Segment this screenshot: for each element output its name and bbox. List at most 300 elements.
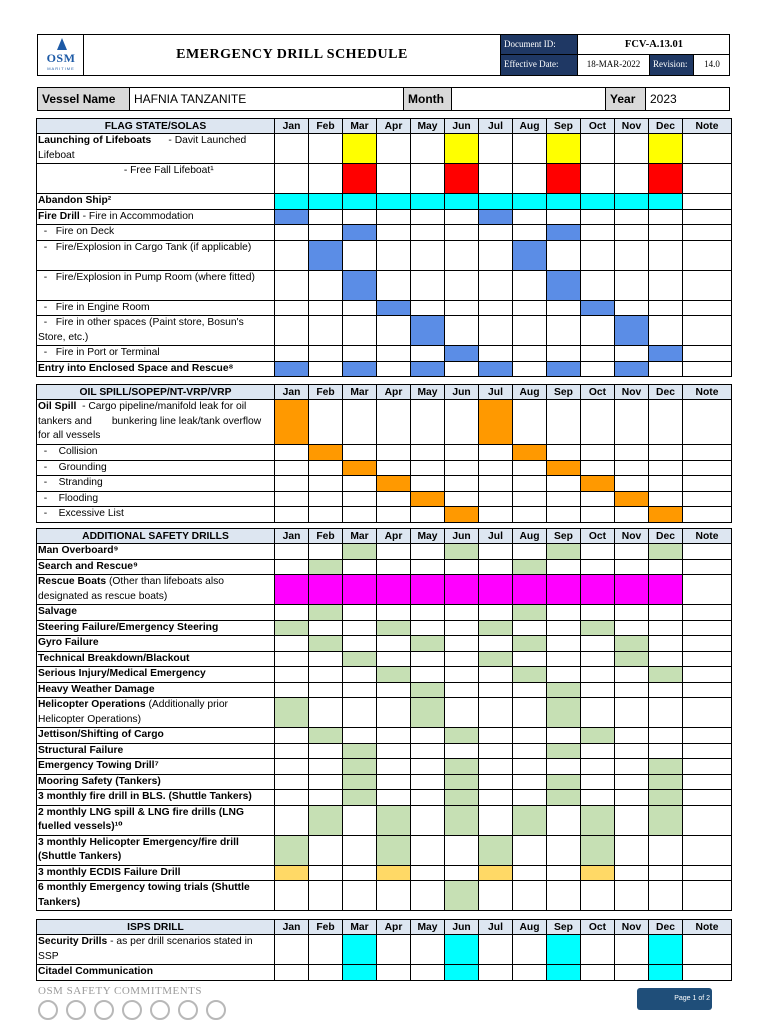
schedule-cell-nov[interactable] <box>615 605 649 621</box>
schedule-cell-feb[interactable] <box>309 164 343 194</box>
schedule-cell-oct[interactable] <box>581 346 615 362</box>
schedule-cell-apr[interactable] <box>377 774 411 790</box>
schedule-cell-jan[interactable] <box>275 346 309 362</box>
schedule-cell-aug[interactable] <box>513 651 547 667</box>
schedule-cell-may[interactable] <box>411 491 445 507</box>
schedule-cell-jul[interactable] <box>479 164 513 194</box>
schedule-cell-jul[interactable] <box>479 881 513 911</box>
schedule-cell-oct[interactable] <box>581 805 615 835</box>
schedule-cell-aug[interactable] <box>513 460 547 476</box>
schedule-cell-apr[interactable] <box>377 835 411 865</box>
schedule-cell-mar[interactable] <box>343 270 377 300</box>
schedule-cell-jan[interactable] <box>275 559 309 575</box>
schedule-cell-feb[interactable] <box>309 651 343 667</box>
schedule-cell-mar[interactable] <box>343 728 377 744</box>
schedule-cell-may[interactable] <box>411 240 445 270</box>
schedule-cell-dec[interactable] <box>649 270 683 300</box>
schedule-cell-dec[interactable] <box>649 559 683 575</box>
schedule-cell-jun[interactable] <box>445 559 479 575</box>
schedule-cell-may[interactable] <box>411 507 445 523</box>
schedule-cell-mar[interactable] <box>343 225 377 241</box>
schedule-cell-may[interactable] <box>411 698 445 728</box>
schedule-cell-aug[interactable] <box>513 194 547 210</box>
schedule-cell-sep[interactable] <box>547 759 581 775</box>
schedule-cell-oct[interactable] <box>581 240 615 270</box>
schedule-cell-mar[interactable] <box>343 134 377 164</box>
schedule-cell-jun[interactable] <box>445 835 479 865</box>
note-cell[interactable] <box>683 698 732 728</box>
schedule-cell-may[interactable] <box>411 965 445 981</box>
schedule-cell-dec[interactable] <box>649 667 683 683</box>
schedule-cell-aug[interactable] <box>513 134 547 164</box>
schedule-cell-jul[interactable] <box>479 346 513 362</box>
schedule-cell-nov[interactable] <box>615 865 649 881</box>
schedule-cell-sep[interactable] <box>547 460 581 476</box>
schedule-cell-apr[interactable] <box>377 559 411 575</box>
schedule-cell-mar[interactable] <box>343 507 377 523</box>
schedule-cell-jan[interactable] <box>275 270 309 300</box>
schedule-cell-sep[interactable] <box>547 774 581 790</box>
schedule-cell-mar[interactable] <box>343 805 377 835</box>
schedule-cell-feb[interactable] <box>309 759 343 775</box>
schedule-cell-jan[interactable] <box>275 636 309 652</box>
schedule-cell-dec[interactable] <box>649 881 683 911</box>
schedule-cell-jul[interactable] <box>479 805 513 835</box>
schedule-cell-jan[interactable] <box>275 835 309 865</box>
schedule-cell-apr[interactable] <box>377 881 411 911</box>
schedule-cell-feb[interactable] <box>309 300 343 316</box>
schedule-cell-nov[interactable] <box>615 544 649 560</box>
note-cell[interactable] <box>683 728 732 744</box>
schedule-cell-nov[interactable] <box>615 774 649 790</box>
schedule-cell-jun[interactable] <box>445 620 479 636</box>
schedule-cell-jan[interactable] <box>275 460 309 476</box>
schedule-cell-oct[interactable] <box>581 651 615 667</box>
schedule-cell-jan[interactable] <box>275 774 309 790</box>
schedule-cell-nov[interactable] <box>615 476 649 492</box>
schedule-cell-jan[interactable] <box>275 682 309 698</box>
schedule-cell-jul[interactable] <box>479 300 513 316</box>
schedule-cell-apr[interactable] <box>377 240 411 270</box>
schedule-cell-aug[interactable] <box>513 544 547 560</box>
schedule-cell-mar[interactable] <box>343 476 377 492</box>
schedule-cell-jun[interactable] <box>445 225 479 241</box>
schedule-cell-aug[interactable] <box>513 445 547 461</box>
schedule-cell-feb[interactable] <box>309 636 343 652</box>
schedule-cell-jul[interactable] <box>479 270 513 300</box>
schedule-cell-jun[interactable] <box>445 682 479 698</box>
schedule-cell-jun[interactable] <box>445 881 479 911</box>
schedule-cell-apr[interactable] <box>377 759 411 775</box>
schedule-cell-jul[interactable] <box>479 507 513 523</box>
schedule-cell-apr[interactable] <box>377 491 411 507</box>
schedule-cell-apr[interactable] <box>377 270 411 300</box>
schedule-cell-sep[interactable] <box>547 491 581 507</box>
schedule-cell-mar[interactable] <box>343 620 377 636</box>
schedule-cell-feb[interactable] <box>309 575 343 605</box>
schedule-cell-jun[interactable] <box>445 346 479 362</box>
schedule-cell-nov[interactable] <box>615 728 649 744</box>
note-cell[interactable] <box>683 835 732 865</box>
schedule-cell-sep[interactable] <box>547 209 581 225</box>
schedule-cell-aug[interactable] <box>513 682 547 698</box>
schedule-cell-jul[interactable] <box>479 698 513 728</box>
schedule-cell-feb[interactable] <box>309 835 343 865</box>
schedule-cell-jan[interactable] <box>275 316 309 346</box>
schedule-cell-feb[interactable] <box>309 682 343 698</box>
schedule-cell-oct[interactable] <box>581 225 615 241</box>
schedule-cell-mar[interactable] <box>343 790 377 806</box>
schedule-cell-nov[interactable] <box>615 361 649 377</box>
schedule-cell-jul[interactable] <box>479 134 513 164</box>
schedule-cell-dec[interactable] <box>649 400 683 445</box>
schedule-cell-jun[interactable] <box>445 445 479 461</box>
schedule-cell-nov[interactable] <box>615 935 649 965</box>
schedule-cell-oct[interactable] <box>581 759 615 775</box>
schedule-cell-jun[interactable] <box>445 544 479 560</box>
schedule-cell-oct[interactable] <box>581 698 615 728</box>
schedule-cell-jun[interactable] <box>445 270 479 300</box>
schedule-cell-jul[interactable] <box>479 682 513 698</box>
schedule-cell-feb[interactable] <box>309 476 343 492</box>
schedule-cell-mar[interactable] <box>343 651 377 667</box>
schedule-cell-feb[interactable] <box>309 544 343 560</box>
schedule-cell-jul[interactable] <box>479 361 513 377</box>
note-cell[interactable] <box>683 667 732 683</box>
schedule-cell-aug[interactable] <box>513 240 547 270</box>
schedule-cell-oct[interactable] <box>581 164 615 194</box>
schedule-cell-sep[interactable] <box>547 698 581 728</box>
schedule-cell-oct[interactable] <box>581 881 615 911</box>
schedule-cell-feb[interactable] <box>309 935 343 965</box>
schedule-cell-sep[interactable] <box>547 743 581 759</box>
schedule-cell-jan[interactable] <box>275 728 309 744</box>
schedule-cell-jun[interactable] <box>445 240 479 270</box>
schedule-cell-apr[interactable] <box>377 476 411 492</box>
schedule-cell-nov[interactable] <box>615 881 649 911</box>
note-cell[interactable] <box>683 316 732 346</box>
schedule-cell-jul[interactable] <box>479 225 513 241</box>
note-cell[interactable] <box>683 935 732 965</box>
schedule-cell-jan[interactable] <box>275 865 309 881</box>
schedule-cell-jul[interactable] <box>479 460 513 476</box>
schedule-cell-jun[interactable] <box>445 491 479 507</box>
note-cell[interactable] <box>683 790 732 806</box>
schedule-cell-jan[interactable] <box>275 240 309 270</box>
schedule-cell-jan[interactable] <box>275 575 309 605</box>
schedule-cell-jan[interactable] <box>275 544 309 560</box>
schedule-cell-may[interactable] <box>411 759 445 775</box>
schedule-cell-nov[interactable] <box>615 240 649 270</box>
schedule-cell-jul[interactable] <box>479 240 513 270</box>
schedule-cell-jul[interactable] <box>479 476 513 492</box>
schedule-cell-jan[interactable] <box>275 935 309 965</box>
schedule-cell-mar[interactable] <box>343 346 377 362</box>
schedule-cell-jun[interactable] <box>445 575 479 605</box>
schedule-cell-feb[interactable] <box>309 361 343 377</box>
schedule-cell-dec[interactable] <box>649 134 683 164</box>
schedule-cell-oct[interactable] <box>581 544 615 560</box>
note-cell[interactable] <box>683 743 732 759</box>
schedule-cell-sep[interactable] <box>547 881 581 911</box>
schedule-cell-nov[interactable] <box>615 790 649 806</box>
schedule-cell-oct[interactable] <box>581 965 615 981</box>
schedule-cell-dec[interactable] <box>649 698 683 728</box>
schedule-cell-aug[interactable] <box>513 605 547 621</box>
schedule-cell-feb[interactable] <box>309 790 343 806</box>
schedule-cell-mar[interactable] <box>343 575 377 605</box>
schedule-cell-may[interactable] <box>411 270 445 300</box>
schedule-cell-may[interactable] <box>411 164 445 194</box>
schedule-cell-feb[interactable] <box>309 965 343 981</box>
schedule-cell-feb[interactable] <box>309 346 343 362</box>
schedule-cell-mar[interactable] <box>343 935 377 965</box>
schedule-cell-aug[interactable] <box>513 698 547 728</box>
schedule-cell-jun[interactable] <box>445 774 479 790</box>
schedule-cell-dec[interactable] <box>649 476 683 492</box>
schedule-cell-oct[interactable] <box>581 491 615 507</box>
note-cell[interactable] <box>683 476 732 492</box>
schedule-cell-feb[interactable] <box>309 240 343 270</box>
schedule-cell-nov[interactable] <box>615 651 649 667</box>
schedule-cell-sep[interactable] <box>547 620 581 636</box>
schedule-cell-may[interactable] <box>411 881 445 911</box>
schedule-cell-mar[interactable] <box>343 240 377 270</box>
schedule-cell-jun[interactable] <box>445 651 479 667</box>
schedule-cell-apr[interactable] <box>377 605 411 621</box>
schedule-cell-oct[interactable] <box>581 209 615 225</box>
schedule-cell-apr[interactable] <box>377 698 411 728</box>
schedule-cell-feb[interactable] <box>309 491 343 507</box>
schedule-cell-jan[interactable] <box>275 400 309 445</box>
schedule-cell-jan[interactable] <box>275 790 309 806</box>
schedule-cell-oct[interactable] <box>581 636 615 652</box>
note-cell[interactable] <box>683 491 732 507</box>
schedule-cell-jun[interactable] <box>445 965 479 981</box>
schedule-cell-aug[interactable] <box>513 300 547 316</box>
schedule-cell-feb[interactable] <box>309 743 343 759</box>
schedule-cell-aug[interactable] <box>513 559 547 575</box>
schedule-cell-oct[interactable] <box>581 134 615 164</box>
schedule-cell-jan[interactable] <box>275 194 309 210</box>
note-cell[interactable] <box>683 636 732 652</box>
schedule-cell-sep[interactable] <box>547 835 581 865</box>
schedule-cell-apr[interactable] <box>377 636 411 652</box>
schedule-cell-dec[interactable] <box>649 805 683 835</box>
schedule-cell-aug[interactable] <box>513 491 547 507</box>
schedule-cell-jul[interactable] <box>479 651 513 667</box>
schedule-cell-dec[interactable] <box>649 835 683 865</box>
schedule-cell-jan[interactable] <box>275 881 309 911</box>
schedule-cell-apr[interactable] <box>377 805 411 835</box>
schedule-cell-jul[interactable] <box>479 667 513 683</box>
schedule-cell-jun[interactable] <box>445 400 479 445</box>
schedule-cell-nov[interactable] <box>615 491 649 507</box>
schedule-cell-aug[interactable] <box>513 881 547 911</box>
note-cell[interactable] <box>683 559 732 575</box>
schedule-cell-jan[interactable] <box>275 164 309 194</box>
schedule-cell-jan[interactable] <box>275 507 309 523</box>
schedule-cell-oct[interactable] <box>581 790 615 806</box>
schedule-cell-dec[interactable] <box>649 507 683 523</box>
schedule-cell-dec[interactable] <box>649 935 683 965</box>
schedule-cell-dec[interactable] <box>649 728 683 744</box>
schedule-cell-apr[interactable] <box>377 134 411 164</box>
schedule-cell-nov[interactable] <box>615 316 649 346</box>
schedule-cell-dec[interactable] <box>649 575 683 605</box>
schedule-cell-jun[interactable] <box>445 667 479 683</box>
schedule-cell-dec[interactable] <box>649 316 683 346</box>
schedule-cell-feb[interactable] <box>309 881 343 911</box>
schedule-cell-may[interactable] <box>411 194 445 210</box>
schedule-cell-oct[interactable] <box>581 865 615 881</box>
schedule-cell-apr[interactable] <box>377 965 411 981</box>
schedule-cell-dec[interactable] <box>649 225 683 241</box>
schedule-cell-jan[interactable] <box>275 476 309 492</box>
schedule-cell-may[interactable] <box>411 544 445 560</box>
note-cell[interactable] <box>683 445 732 461</box>
schedule-cell-sep[interactable] <box>547 270 581 300</box>
schedule-cell-jun[interactable] <box>445 636 479 652</box>
schedule-cell-jul[interactable] <box>479 935 513 965</box>
schedule-cell-apr[interactable] <box>377 445 411 461</box>
note-cell[interactable] <box>683 682 732 698</box>
note-cell[interactable] <box>683 605 732 621</box>
note-cell[interactable] <box>683 134 732 164</box>
schedule-cell-apr[interactable] <box>377 194 411 210</box>
schedule-cell-dec[interactable] <box>649 620 683 636</box>
schedule-cell-nov[interactable] <box>615 835 649 865</box>
schedule-cell-nov[interactable] <box>615 460 649 476</box>
schedule-cell-oct[interactable] <box>581 460 615 476</box>
schedule-cell-jun[interactable] <box>445 361 479 377</box>
schedule-cell-may[interactable] <box>411 790 445 806</box>
schedule-cell-dec[interactable] <box>649 605 683 621</box>
schedule-cell-nov[interactable] <box>615 743 649 759</box>
schedule-cell-mar[interactable] <box>343 774 377 790</box>
schedule-cell-nov[interactable] <box>615 346 649 362</box>
schedule-cell-may[interactable] <box>411 651 445 667</box>
schedule-cell-may[interactable] <box>411 209 445 225</box>
note-cell[interactable] <box>683 361 732 377</box>
schedule-cell-aug[interactable] <box>513 774 547 790</box>
schedule-cell-jul[interactable] <box>479 575 513 605</box>
schedule-cell-oct[interactable] <box>581 605 615 621</box>
schedule-cell-jan[interactable] <box>275 605 309 621</box>
schedule-cell-jul[interactable] <box>479 544 513 560</box>
schedule-cell-jan[interactable] <box>275 361 309 377</box>
schedule-cell-jul[interactable] <box>479 316 513 346</box>
schedule-cell-apr[interactable] <box>377 300 411 316</box>
schedule-cell-sep[interactable] <box>547 194 581 210</box>
schedule-cell-feb[interactable] <box>309 194 343 210</box>
schedule-cell-apr[interactable] <box>377 400 411 445</box>
schedule-cell-jul[interactable] <box>479 835 513 865</box>
schedule-cell-mar[interactable] <box>343 194 377 210</box>
schedule-cell-feb[interactable] <box>309 805 343 835</box>
schedule-cell-jun[interactable] <box>445 209 479 225</box>
schedule-cell-mar[interactable] <box>343 881 377 911</box>
schedule-cell-apr[interactable] <box>377 225 411 241</box>
schedule-cell-aug[interactable] <box>513 728 547 744</box>
schedule-cell-apr[interactable] <box>377 651 411 667</box>
schedule-cell-may[interactable] <box>411 605 445 621</box>
schedule-cell-oct[interactable] <box>581 935 615 965</box>
schedule-cell-sep[interactable] <box>547 575 581 605</box>
schedule-cell-oct[interactable] <box>581 194 615 210</box>
schedule-cell-aug[interactable] <box>513 316 547 346</box>
schedule-cell-oct[interactable] <box>581 575 615 605</box>
schedule-cell-jun[interactable] <box>445 194 479 210</box>
schedule-cell-dec[interactable] <box>649 774 683 790</box>
schedule-cell-jul[interactable] <box>479 636 513 652</box>
schedule-cell-apr[interactable] <box>377 790 411 806</box>
schedule-cell-nov[interactable] <box>615 620 649 636</box>
schedule-cell-jul[interactable] <box>479 743 513 759</box>
schedule-cell-feb[interactable] <box>309 559 343 575</box>
schedule-cell-aug[interactable] <box>513 346 547 362</box>
schedule-cell-dec[interactable] <box>649 682 683 698</box>
schedule-cell-feb[interactable] <box>309 620 343 636</box>
schedule-cell-may[interactable] <box>411 134 445 164</box>
schedule-cell-jun[interactable] <box>445 164 479 194</box>
schedule-cell-jun[interactable] <box>445 460 479 476</box>
schedule-cell-apr[interactable] <box>377 682 411 698</box>
schedule-cell-sep[interactable] <box>547 476 581 492</box>
schedule-cell-jul[interactable] <box>479 491 513 507</box>
note-cell[interactable] <box>683 805 732 835</box>
schedule-cell-jun[interactable] <box>445 507 479 523</box>
schedule-cell-sep[interactable] <box>547 965 581 981</box>
schedule-cell-jan[interactable] <box>275 698 309 728</box>
schedule-cell-oct[interactable] <box>581 728 615 744</box>
schedule-cell-feb[interactable] <box>309 865 343 881</box>
schedule-cell-jun[interactable] <box>445 134 479 164</box>
schedule-cell-sep[interactable] <box>547 240 581 270</box>
schedule-cell-jun[interactable] <box>445 865 479 881</box>
schedule-cell-apr[interactable] <box>377 164 411 194</box>
schedule-cell-apr[interactable] <box>377 346 411 362</box>
note-cell[interactable] <box>683 651 732 667</box>
schedule-cell-jun[interactable] <box>445 316 479 346</box>
schedule-cell-dec[interactable] <box>649 460 683 476</box>
schedule-cell-apr[interactable] <box>377 460 411 476</box>
note-cell[interactable] <box>683 620 732 636</box>
schedule-cell-mar[interactable] <box>343 605 377 621</box>
schedule-cell-oct[interactable] <box>581 476 615 492</box>
schedule-cell-nov[interactable] <box>615 507 649 523</box>
schedule-cell-dec[interactable] <box>649 865 683 881</box>
schedule-cell-may[interactable] <box>411 805 445 835</box>
schedule-cell-nov[interactable] <box>615 698 649 728</box>
schedule-cell-jan[interactable] <box>275 134 309 164</box>
schedule-cell-feb[interactable] <box>309 209 343 225</box>
schedule-cell-jan[interactable] <box>275 445 309 461</box>
schedule-cell-jul[interactable] <box>479 728 513 744</box>
schedule-cell-sep[interactable] <box>547 134 581 164</box>
schedule-cell-aug[interactable] <box>513 209 547 225</box>
schedule-cell-sep[interactable] <box>547 935 581 965</box>
schedule-cell-feb[interactable] <box>309 698 343 728</box>
schedule-cell-jul[interactable] <box>479 774 513 790</box>
schedule-cell-sep[interactable] <box>547 559 581 575</box>
schedule-cell-dec[interactable] <box>649 361 683 377</box>
schedule-cell-apr[interactable] <box>377 209 411 225</box>
schedule-cell-feb[interactable] <box>309 445 343 461</box>
note-cell[interactable] <box>683 759 732 775</box>
schedule-cell-feb[interactable] <box>309 774 343 790</box>
schedule-cell-nov[interactable] <box>615 682 649 698</box>
